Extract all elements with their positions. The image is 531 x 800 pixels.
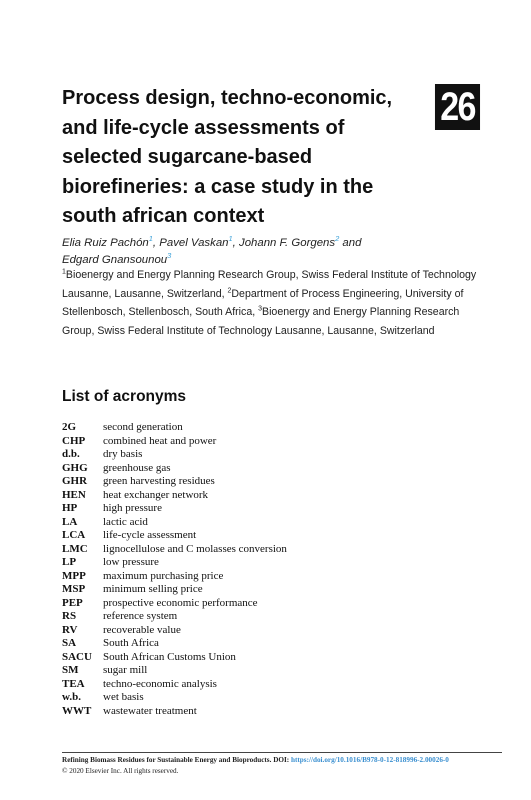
acronym-row [62, 570, 482, 584]
affiliation-marker: 2 [227, 287, 232, 295]
affiliations [62, 266, 482, 340]
acronym-abbreviation: HP [62, 502, 78, 514]
acronym-row [62, 502, 482, 516]
acronym-row [62, 664, 482, 678]
acronym-definition: dry basis [103, 448, 143, 460]
author-affiliation-marker[interactable]: 1 [148, 234, 153, 244]
acronym-abbreviation: LMC [62, 542, 88, 555]
acronym-abbreviation: SA [62, 637, 77, 649]
acronym-row [62, 678, 482, 692]
acronym-definition: low pressure [103, 556, 159, 568]
acronym-row [62, 705, 482, 719]
acronym-abbreviation: GHR [62, 475, 88, 487]
book-title: Refining Biomass Residues for Sustainable Energy and Bioproducts. [62, 756, 272, 764]
doi-label: DOI: [273, 756, 290, 764]
author-name: Johann F. Gorgens [239, 237, 336, 249]
acronym-row [62, 691, 482, 705]
acronym-row [62, 462, 482, 476]
acronym-row [62, 624, 482, 638]
acronym-definition: wet basis [103, 691, 144, 703]
acronym-definition: high pressure [103, 502, 162, 514]
acronym-abbreviation: SM [62, 664, 79, 676]
affiliation-text: Department of Process Engineering, University of Stellenbosch, Stellenbosch, South Africa, [62, 287, 464, 319]
acronym-definition: South African Customs Union [103, 650, 236, 663]
acronym-row [62, 516, 482, 530]
acronym-row [62, 489, 482, 503]
acronym-definition: lactic acid [103, 515, 148, 528]
author-name: Pavel Vaskan [159, 237, 229, 249]
acronym-definition: South Africa [103, 637, 159, 649]
affiliation-marker: 1 [62, 268, 66, 276]
acronyms-heading: List of acronyms [62, 388, 187, 405]
acronym-definition: second generation [103, 421, 183, 433]
acronym-abbreviation: d.b. [62, 448, 80, 460]
author-separator: , [232, 237, 240, 249]
acronym-definition: wastewater treatment [103, 704, 197, 717]
acronym-abbreviation: LA [62, 515, 78, 528]
acronym-definition: heat exchanger network [103, 488, 209, 501]
chapter-number-badge: 26 [435, 84, 480, 130]
acronym-definition: combined heat and power [103, 434, 217, 447]
acronym-abbreviation: SACU [62, 650, 92, 663]
author-name: Edgard Gnansounou [62, 254, 168, 266]
author-separator: , [152, 237, 160, 249]
acronym-row [62, 610, 482, 624]
acronym-abbreviation: LP [62, 556, 77, 568]
acronym-row [62, 651, 482, 665]
acronym-abbreviation: 2G [62, 421, 77, 433]
affiliation-text: Bioenergy and Energy Planning Research Group, Swiss Federal Institute of Technology Lausanne, Lausanne, Switzerland [62, 306, 460, 337]
author-affiliation-marker[interactable]: 1 [228, 234, 233, 244]
acronym-definition: green harvesting residues [103, 475, 215, 487]
acronym-definition: sugar mill [103, 664, 148, 676]
page-footer [62, 752, 502, 777]
acronym-row [62, 583, 482, 597]
affiliation-text: Bioenergy and Energy Planning Research Group, Swiss Federal Institute of Technology Lausanne, Lausanne, Switzerland, [62, 269, 477, 300]
acronym-definition: techno-economic analysis [103, 677, 217, 690]
author-separator: and [339, 237, 362, 249]
acronym-list [62, 421, 482, 718]
acronym-abbreviation: WWT [62, 704, 92, 717]
acronym-abbreviation: LCA [62, 529, 86, 541]
acronym-definition: recoverable value [103, 623, 181, 636]
acronym-row [62, 529, 482, 543]
acronym-definition: prospective economic performance [103, 596, 258, 609]
acronym-definition: maximum purchasing price [103, 569, 224, 582]
acronym-abbreviation: CHP [62, 434, 86, 447]
author-affiliation-marker[interactable]: 3 [167, 251, 172, 261]
acronym-row [62, 597, 482, 611]
acronym-row [62, 556, 482, 570]
acronym-row [62, 543, 482, 557]
chapter-title: Process design, techno-economic, and life-cycle assessments of selected sugarcane-based biorefineries: a case study in the south african context [62, 87, 393, 227]
acronym-definition: minimum selling price [103, 583, 203, 595]
acronym-abbreviation: RS [62, 610, 77, 622]
acronym-definition: lignocellulose and C molasses conversion [103, 542, 287, 555]
acronym-row [62, 421, 482, 435]
acronym-row [62, 435, 482, 449]
acronym-abbreviation: RV [62, 623, 78, 636]
acronym-definition: reference system [103, 610, 178, 622]
copyright: © 2020 Elsevier Inc. All rights reserved. [62, 767, 179, 775]
acronym-definition: greenhouse gas [103, 461, 171, 474]
author-list [62, 235, 462, 269]
acronym-abbreviation: w.b. [62, 691, 81, 703]
acronym-row [62, 475, 482, 489]
doi-link[interactable]: https://doi.org/10.1016/B978-0-12-818996-2.00026-0 [290, 756, 449, 764]
author-name: Elia Ruiz Pachón [62, 237, 149, 249]
acronym-abbreviation: TEA [62, 677, 85, 690]
acronym-abbreviation: GHG [62, 461, 88, 474]
acronym-definition: life-cycle assessment [103, 529, 197, 541]
acronym-row [62, 448, 482, 462]
affiliation-marker: 3 [258, 305, 263, 313]
acronym-abbreviation: PEP [62, 596, 83, 609]
acronym-row [62, 637, 482, 651]
acronym-abbreviation: MPP [62, 569, 86, 582]
acronym-abbreviation: MSP [62, 583, 86, 595]
author-affiliation-marker[interactable]: 2 [335, 234, 340, 244]
acronym-abbreviation: HEN [62, 488, 86, 501]
